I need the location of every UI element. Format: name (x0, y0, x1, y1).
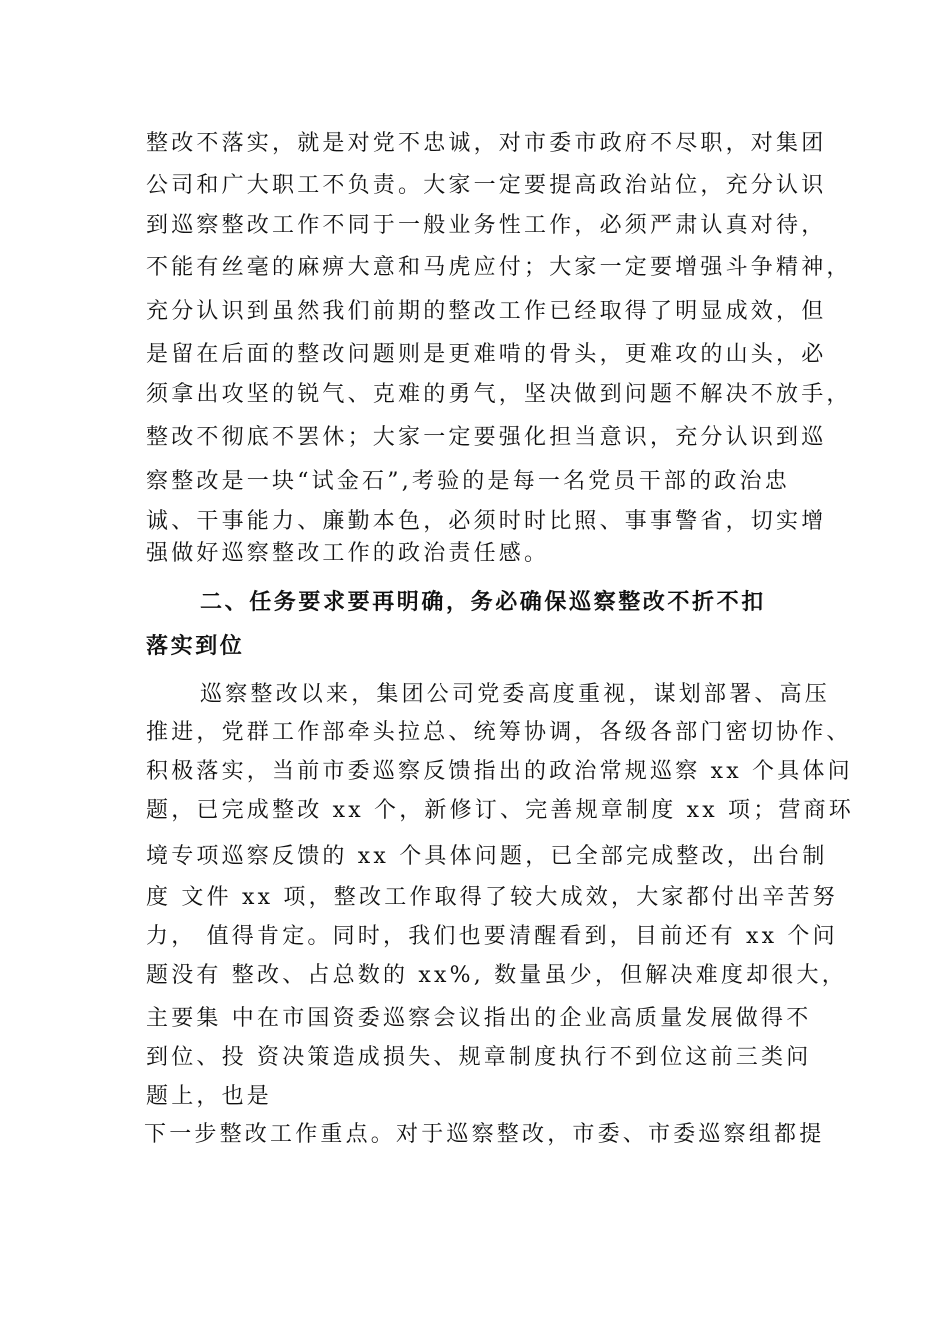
paragraph-line: 度 文件 xx 项，整改工作取得了较大成效，大家都付出辛苦努 (146, 885, 838, 910)
paragraph-line: 充分认识到虽然我们前期的整改工作已经取得了明显成效，但 (146, 299, 827, 324)
paragraph-line: 题，已完成整改 xx 个，新修订、完善规章制度 xx 项；营商环 (146, 798, 855, 823)
paragraph-line: 题上，也是 (146, 1084, 273, 1109)
paragraph-line: 到位、投 资决策造成损失、规章制度执行不到位这前三类问 (146, 1045, 812, 1070)
paragraph-line: 须拿出攻坚的锐气、克难的勇气，坚决做到问题不解决不放手， (146, 382, 852, 407)
paragraph-line: 是留在后面的整改问题则是更难啃的骨头，更难攻的山头，必 (146, 342, 827, 367)
paragraph-line: 诚、干事能力、廉勤本色，必须时时比照、事事警省，切实增 (146, 509, 827, 534)
paragraph-line: 公司和广大职工不负责。大家一定要提高政治站位，充分认识 (146, 173, 827, 198)
paragraph-line: 不能有丝毫的麻痹大意和马虎应付；大家一定要增强斗争精神， (146, 255, 852, 280)
paragraph-line: 题没有 整改、占总数的 xx%, 数量虽少，但解决难度却很大， (146, 963, 847, 988)
paragraph-line: 巡察整改以来，集团公司党委高度重视，谋划部署、高压 (200, 682, 831, 707)
section-heading: 二、任务要求要再明确，务必确保巡察整改不折不扣 (200, 590, 766, 615)
paragraph-line: 力， 值得肯定。同时，我们也要清醒看到，目前还有 xx 个问 (146, 924, 838, 949)
paragraph-line: 下一步整改工作重点。对于巡察整改，市委、市委巡察组都提 (144, 1122, 825, 1147)
paragraph-line: 整改不彻底不罢休；大家一定要强化担当意识，充分认识到巡 (146, 425, 827, 450)
paragraph-line: 强做好巡察整改工作的政治责任感。 (146, 541, 550, 566)
paragraph-line: 推进，党群工作部牵头拉总、统筹协调，各级各部门密切协作、 (146, 720, 852, 745)
paragraph-line: 整改不落实，就是对党不忠诚，对市委市政府不尽职，对集团 (146, 131, 827, 156)
paragraph-line: 主要集 中在市国资委巡察会议指出的企业高质量发展做得不 (146, 1006, 812, 1031)
paragraph-line: 到巡察整改工作不同于一般业务性工作，必须严肃认真对待， (146, 213, 827, 238)
paragraph-line: 积极落实，当前市委巡察反馈指出的政治常规巡察 xx 个具体问 (146, 759, 853, 784)
paragraph-line: 察整改是一块“试金石”,考验的是每一名党员干部的政治忠 (146, 469, 790, 494)
paragraph-line: 境专项巡察反馈的 xx 个具体问题，已全部完成整改，出台制 (146, 844, 828, 869)
section-heading-continued: 落实到位 (146, 634, 245, 659)
